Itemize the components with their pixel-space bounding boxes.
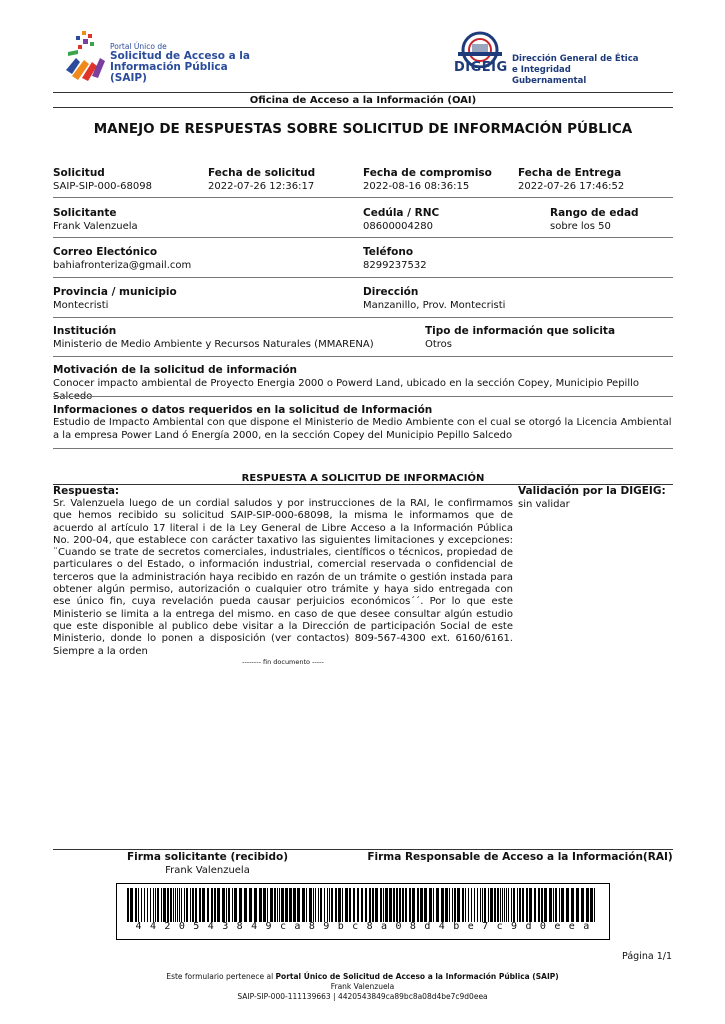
barcode-bar [297, 888, 300, 922]
barcode-bar [513, 888, 515, 922]
field-label: Fecha de compromiso [363, 167, 492, 179]
barcode-bar [293, 888, 296, 922]
footer-line3: SAIP-SIP-000-111139663 | 4420543849ca89bc8a08d4be7c9d0eea [237, 992, 488, 1001]
digeig-logo-line1: Dirección General de Ética [512, 54, 639, 64]
barcode-bar [559, 888, 560, 922]
row-divider [53, 448, 673, 449]
barcode-bar [244, 888, 247, 922]
barcode-bar [281, 888, 284, 922]
validation-value: sin validar [518, 499, 570, 510]
barcode-bar [576, 888, 579, 922]
barcode-bar [445, 888, 448, 922]
barcode-bar [170, 888, 172, 922]
barcode-bar [534, 888, 536, 922]
saip-logo-line1: Portal Único de [110, 42, 167, 51]
response-block [53, 485, 513, 667]
barcode-bar [590, 888, 593, 922]
barcode-bar [502, 888, 503, 922]
footer-line1-prefix: Este formulario pertenece al [166, 972, 276, 981]
barcode-bar [417, 888, 419, 922]
barcode-bar [549, 888, 552, 922]
field-value: bahiafronteriza@gmail.com [53, 260, 192, 271]
barcode-bar [163, 888, 166, 922]
barcode-bar [500, 888, 501, 922]
field-label: Dirección [363, 286, 419, 298]
field-correo [53, 246, 191, 272]
barcode-bar [313, 888, 314, 922]
barcode-bar [544, 888, 547, 922]
barcode-bar [277, 888, 278, 922]
barcode-bar [494, 888, 496, 922]
barcode-bar [402, 888, 404, 922]
saip-logo [62, 28, 262, 84]
barcode-bar [141, 888, 142, 922]
barcode-bar [465, 888, 466, 922]
signature-divider [53, 849, 673, 850]
barcode-bar [327, 888, 328, 922]
barcode-bar [484, 888, 486, 922]
barcode-bar [175, 888, 176, 922]
barcode-bar [488, 888, 489, 922]
barcode-bar [353, 888, 355, 922]
barcode-bar [234, 888, 237, 922]
barcode-bar [508, 888, 509, 922]
barcode-bar [424, 888, 427, 922]
field-label: Tipo de información que solicita [425, 325, 616, 337]
barcode-bar [522, 888, 524, 922]
barcode-text: 4 4 2 0 5 4 3 8 4 9 c a 8 9 b c 8 a 0 8 d 4 b e 7 c 9 d 0 e e a [135, 921, 591, 932]
row-divider [53, 356, 673, 357]
field-label: Teléfono [363, 246, 414, 258]
barcode-bar [372, 888, 374, 922]
barcode-bar [249, 888, 252, 922]
barcode-bar [389, 888, 392, 922]
field-value: Estudio de Impacto Ambiental con que dispone el Ministerio de Medio Ambiente con el cual se otorgó la Licencia Ambiental a la empresa Power Land ó Energía 2000, en la sección Copey del Municipio Pepillo Salcedo [53, 417, 672, 441]
header-divider [53, 92, 673, 93]
row-divider [53, 396, 673, 397]
field-motivacion [53, 364, 673, 403]
barcode-bar [147, 888, 148, 922]
field-label: Rango de edad [550, 207, 639, 219]
field-value: Conocer impacto ambiental de Proyecto Energia 2000 o Powerd Land, ubicado en la sección Copey, Municipio Pepillo [53, 378, 640, 389]
end-marker: -------- fin documento ----- [242, 657, 324, 666]
field-label: Correo Electónico [53, 246, 158, 258]
barcode-bar [329, 888, 330, 922]
barcode-bar [285, 888, 288, 922]
barcode-bar [315, 888, 316, 922]
barcode-bar [553, 888, 554, 922]
validation-block [518, 485, 673, 511]
field-telefono [363, 246, 427, 272]
barcode-bar [179, 888, 180, 922]
barcode-bar [306, 888, 307, 922]
barcode-bar [199, 888, 201, 922]
barcode-bar [433, 888, 434, 922]
digeig-logo [452, 30, 642, 86]
barcode-bar [254, 888, 257, 922]
saip-logo-line2: Solicitud de Acceso a la [110, 50, 250, 62]
field-value: 2022-07-26 12:36:17 [208, 181, 315, 192]
barcode-bar [517, 888, 518, 922]
barcode-bar [263, 888, 266, 922]
barcode-bar [130, 888, 133, 922]
field-cedula [363, 207, 439, 233]
barcode-bar [474, 888, 475, 922]
barcode-bar [318, 888, 319, 922]
barcode-bar [369, 888, 371, 922]
barcode-bar [127, 888, 129, 922]
barcode-bar [324, 888, 325, 922]
barcode-bar [409, 888, 411, 922]
barcode-bar [157, 888, 159, 922]
row-divider [53, 317, 673, 318]
page-number: Página 1/1 [622, 951, 672, 962]
barcode-bar [436, 888, 439, 922]
barcode-bar [153, 888, 154, 922]
barcode-bar [214, 888, 216, 922]
barcode-bar [361, 888, 363, 922]
field-label: Motivación de la solicitud de información [53, 364, 298, 376]
barcode-bar [155, 888, 156, 922]
footer-line1-bold: Portal Único de Solicitud de Acceso a la Información Pública (SAIP) [275, 972, 559, 981]
barcode-bar [279, 888, 280, 922]
barcode-bar [529, 888, 532, 922]
barcode-bar [207, 888, 209, 922]
saip-logo-icon [62, 28, 108, 82]
barcode-bar [267, 888, 268, 922]
barcode-bar [457, 888, 460, 922]
barcode-bar [217, 888, 220, 922]
barcode-bar [594, 888, 595, 922]
barcode-bar [396, 888, 398, 922]
field-tipo-info [425, 325, 615, 351]
row-divider [53, 277, 673, 278]
barcode-bar [511, 888, 512, 922]
signature-label: Firma Responsable de Acceso a la Información(RAI) [367, 851, 673, 863]
field-value: Ministerio de Medio Ambiente y Recursos Naturales (MMARENA) [53, 339, 374, 350]
barcode-bar [345, 888, 348, 922]
field-value: SAIP-SIP-000-68098 [53, 181, 152, 192]
field-label: Informaciones o datos requeridos en la solicitud de Información [53, 404, 433, 416]
barcode-bar [161, 888, 162, 922]
barcode-bar [526, 888, 528, 922]
field-value: 8299237532 [363, 260, 427, 271]
barcode-bar [144, 888, 145, 922]
barcode-bar [375, 888, 378, 922]
field-provincia [53, 286, 177, 312]
barcode-bar [289, 888, 292, 922]
barcode-bar [192, 888, 194, 922]
barcode-bar [561, 888, 564, 922]
field-label: Provincia / municipio [53, 286, 177, 298]
barcode-bar [309, 888, 312, 922]
barcode-bar [420, 888, 423, 922]
barcode-bar [150, 888, 151, 922]
barcode-bar [412, 888, 415, 922]
barcode-bar [504, 888, 505, 922]
response-text: Sr. Valenzuela luego de un cordial saludos y por instrucciones de la RAI, le confirmamos que hemos recibido su solicitud SAIP-SIP-000-68098, la misma le informamos que de acuerdo al artículo 17 literal i de la Ley General de Libre Acceso a la Información Pública No. 200-04, que establece con carácter taxativo las siguientes limitaciones y excepciones: ¨Cuando se trate de secretos comerciales, industriales, científicos o técnicos, propiedad de particulares o del Estado, o información industrial, comercial reservada o confidencial de terceros que la administración haya recibido en razón de un trámite o gestión instada para obtener algún permiso, autorización o cualquier otro trámite y haya sido entregada con ese único fin, cuya revelación pueda causar perjuicios económicos´´. Por lo que este Ministerio se limita a la entrega del mismo. en caso de que desee consultar algún estudio que este disponible al publico debe visitar a la Dirección de participación Social de este Ministerio, donde lo ponen a disposición (ver contactos) 809-567-4300 ext. 6160/6161. Siempre a la orden [53, 498, 513, 657]
barcode-bar [349, 888, 351, 922]
signature-name: Frank Valenzuela [165, 865, 250, 876]
barcode-bar [555, 888, 557, 922]
barcode-bar [195, 888, 197, 922]
barcode-bar [239, 888, 242, 922]
signature-label: Firma solicitante (recibido) [126, 851, 289, 863]
field-fecha-entrega [518, 167, 624, 193]
field-direccion [363, 286, 505, 312]
field-value: Manzanillo, Prov. Montecristi [363, 300, 506, 311]
barcode-bar [586, 888, 589, 922]
saip-logo-line3: Información Pública (SAIP) [110, 61, 228, 84]
barcode-bar [497, 888, 499, 922]
field-value: sobre los 50 [550, 221, 611, 232]
barcode-bar [571, 888, 574, 922]
field-solicitud [53, 167, 152, 193]
barcode-bar [399, 888, 401, 922]
barcode-bar [482, 888, 483, 922]
barcode-bar [385, 888, 388, 922]
barcode-bar [173, 888, 174, 922]
barcode-bar [211, 888, 213, 922]
office-name: Oficina de Acceso a la Información (OAI) [249, 95, 477, 106]
barcode-bar [581, 888, 584, 922]
row-divider [53, 237, 673, 238]
barcode-bar [441, 888, 444, 922]
field-institucion [53, 325, 374, 351]
barcode-bar [454, 888, 456, 922]
barcode-bar [506, 888, 507, 922]
validation-label: Validación por la DIGEIG: [518, 485, 666, 497]
barcode-bar [477, 888, 478, 922]
barcode-bar [302, 888, 305, 922]
field-value: 2022-07-26 17:46:52 [518, 181, 625, 192]
office-divider [53, 107, 673, 108]
barcode-bar [393, 888, 395, 922]
barcode-bar [190, 888, 191, 922]
barcode-bar [519, 888, 521, 922]
barcode-bar [405, 888, 407, 922]
response-label: Respuesta: [53, 485, 120, 497]
barcode-bar [135, 888, 137, 922]
field-fecha-solicitud [208, 167, 315, 193]
digeig-acronym: DIGEIG [454, 60, 508, 75]
barcode-bar [226, 888, 227, 922]
field-value: Otros [425, 339, 453, 350]
field-label: Institución [53, 325, 117, 337]
field-value: Montecristi [53, 300, 109, 311]
barcode-bar [331, 888, 333, 922]
row-divider [53, 197, 673, 198]
barcode-bar [274, 888, 276, 922]
field-rango-edad [550, 207, 639, 233]
field-value: Frank Valenzuela [53, 221, 138, 232]
signature-solicitante [100, 851, 315, 877]
barcode-bar [380, 888, 382, 922]
barcode-bar [480, 888, 481, 922]
field-label: Solicitante [53, 207, 117, 219]
barcode-bar [177, 888, 178, 922]
barcode-bar [320, 888, 322, 922]
barcode-bar [338, 888, 341, 922]
barcode-bar [357, 888, 359, 922]
barcode-bar [490, 888, 493, 922]
footer [0, 972, 725, 1002]
barcode-bar [228, 888, 230, 922]
barcode-bar [181, 888, 182, 922]
barcode-bar [452, 888, 453, 922]
field-informaciones [53, 404, 673, 442]
barcode-bar [383, 888, 384, 922]
response-section-title: RESPUESTA A SOLICITUD DE INFORMACIÓN [241, 473, 485, 484]
barcode-bar [335, 888, 337, 922]
barcode-bar [365, 888, 367, 922]
digeig-logo-line2: e Integridad Gubernamental [512, 65, 587, 86]
footer-line2: Frank Valenzuela [330, 982, 395, 991]
barcode-bar [259, 888, 262, 922]
barcode-bar [186, 888, 188, 922]
barcode-bar [184, 888, 185, 922]
barcode-bar [462, 888, 464, 922]
page-title: MANEJO DE RESPUESTAS SOBRE SOLICITUD DE INFORMACIÓN PÚBLICA [93, 121, 633, 137]
barcode-bar [449, 888, 450, 922]
field-label: Fecha de Entrega [518, 167, 622, 179]
barcode-bar [167, 888, 169, 922]
signature-responsable [365, 851, 675, 864]
barcode-bar [270, 888, 273, 922]
barcode-bars [127, 888, 599, 922]
barcode-bar [566, 888, 569, 922]
barcode-bar [138, 888, 139, 922]
barcode-bar [232, 888, 233, 922]
footer-line1 [0, 972, 725, 982]
barcode-bar [541, 888, 543, 922]
field-solicitante [53, 207, 138, 233]
field-fecha-compromiso [363, 167, 492, 193]
barcode-bar [342, 888, 343, 922]
field-label: Fecha de solicitud [208, 167, 316, 179]
field-value: 2022-08-16 08:36:15 [363, 181, 470, 192]
barcode-bar [471, 888, 472, 922]
barcode-bar [538, 888, 540, 922]
field-label: Solicitud [53, 167, 105, 179]
barcode-bar [202, 888, 205, 922]
barcode [116, 883, 610, 940]
barcode-bar [429, 888, 432, 922]
field-label: Cedúla / RNC [363, 207, 440, 219]
field-value: 08600004280 [363, 221, 433, 232]
barcode-bar [468, 888, 469, 922]
barcode-bar [222, 888, 225, 922]
